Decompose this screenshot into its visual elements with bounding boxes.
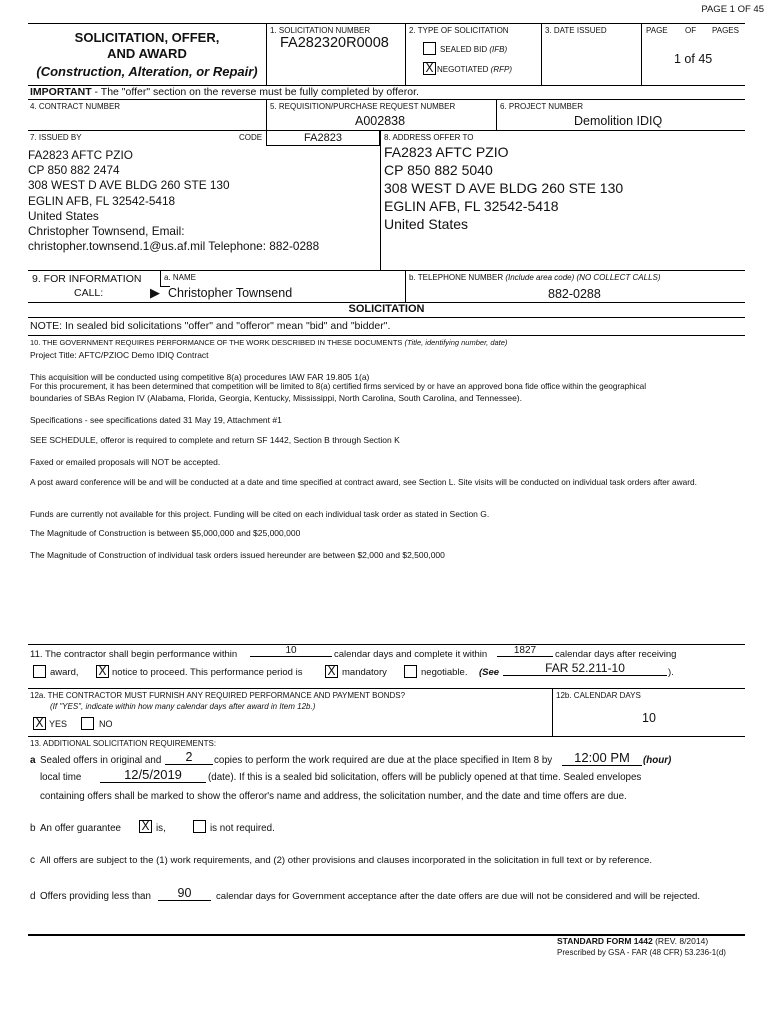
item13a-text1: Sealed offers in original and	[40, 755, 162, 766]
address-offer-line: EGLIN AFB, FL 32542-5418	[384, 198, 559, 214]
bid-note: NOTE: In sealed bid solicitations "offer" and "offeror" mean "bid" and "bidder".	[30, 320, 391, 332]
item10-text: For this procurement, it has been determined that competition will be limited to 8(a) certified firms serviced by or have an approved bona fide office within the geographical	[30, 382, 647, 391]
item13d-prefix: d	[30, 891, 36, 902]
negotiable-checkbox[interactable]	[404, 665, 417, 678]
of-label: OF	[685, 26, 697, 35]
solicitation-heading: SOLICITATION	[348, 303, 425, 315]
see-label: (See	[479, 667, 500, 678]
issued-by-line: United States	[28, 208, 99, 223]
item10-text: boundaries of SBAs Region IV (Alabama, Florida, Georgia, Kentucky, Mississippi, North Carolina, South Carolina, and Tennessee).	[30, 393, 522, 403]
important-notice: IMPORTANT - The "offer" section on the reverse must be fully completed by offeror.	[30, 86, 419, 98]
issued-by-line: christopher.townsend.1@us.af.mil Telephone: 882-0288	[28, 239, 320, 254]
sealed-bid-label: SEALED BID (IFB)	[440, 45, 508, 54]
notice-label: notice to proceed. This performance period is	[112, 667, 303, 678]
item10-label: 10. THE GOVERNMENT REQUIRES PERFORMANCE OF THE WORK DESCRIBED IN THESE DOCUMENTS (Title, identifying number, date)	[30, 338, 508, 347]
guarantee-not-checkbox[interactable]	[193, 820, 206, 833]
see-reference-field[interactable]: FAR 52.211-10	[503, 661, 667, 676]
item11-text3: calendar days after receiving	[555, 649, 677, 660]
yes-label: YES	[49, 719, 68, 729]
negotiated-label: NEGOTIATED (RFP)	[437, 65, 512, 74]
item12a-note: (If "YES", indicate within how many calendar days after award in Item 12b.)	[50, 702, 316, 711]
award-checkbox[interactable]	[33, 665, 46, 678]
item12b-label: 12b. CALENDAR DAYS	[556, 691, 641, 700]
item13c-text: All offers are subject to the (1) work requirements, and (2) other provisions and clauses incorporated in the solicitation in full text or by reference.	[40, 855, 652, 866]
issued-by-line: Christopher Townsend, Email:	[28, 224, 185, 239]
copies-field[interactable]: 2	[165, 750, 213, 765]
form-title-line3: (Construction, Alteration, or Repair)	[36, 64, 258, 79]
form-title-line2: AND AWARD	[107, 46, 187, 61]
notice-to-proceed-checkbox[interactable]: X	[96, 665, 109, 678]
acceptance-days-field[interactable]: 90	[158, 886, 211, 901]
guarantee-is-checkbox[interactable]: X	[139, 820, 152, 833]
project-number-label: 6. PROJECT NUMBER	[500, 102, 583, 111]
code-label: CODE	[239, 133, 263, 142]
item11-text2: calendar days and complete it within	[334, 649, 488, 660]
prescribed-by: Prescribed by GSA - FAR (48 CFR) 53.236-1(d)	[557, 948, 726, 957]
item10-text: This acquisition will be conducted using competitive 8(a) procedures IAW FAR 19.805 1(a)	[30, 372, 370, 382]
see-close: ).	[668, 667, 674, 678]
item13a-text4: containing offers shall be marked to show the offeror's name and address, the solicitation number, and the date and time offers are due.	[40, 791, 627, 802]
mandatory-checkbox[interactable]: X	[325, 665, 338, 678]
solicitation-number[interactable]: FA282320R0008	[280, 35, 389, 51]
item13b-text: An offer guarantee	[40, 823, 121, 834]
item10-text: Faxed or emailed proposals will NOT be accepted.	[30, 457, 221, 467]
bonds-yes-checkbox[interactable]: X	[33, 717, 46, 730]
item10-text: The Magnitude of Construction is between $5,000,000 and $25,000,000	[30, 528, 301, 538]
form-title-line1: SOLICITATION, OFFER,	[74, 30, 220, 45]
item13a-prefix: a	[30, 755, 36, 766]
item11-text1: 11. The contractor shall begin performance within	[30, 649, 238, 660]
item13c-prefix: c	[30, 855, 35, 866]
item10-text: Specifications - see specifications dated 31 May 19, Attachment #1	[30, 415, 282, 425]
date-issued-label: 3. DATE ISSUED	[545, 26, 607, 35]
pages-label: PAGES	[712, 26, 739, 35]
item10-text: Funds are currently not available for this project. Funding will be cited on each individual task order as stated in Section G.	[30, 509, 490, 519]
project-number[interactable]: Demolition IDIQ	[574, 114, 663, 128]
begin-days-field[interactable]: 10	[250, 645, 332, 657]
address-offer-block	[384, 143, 623, 233]
complete-days-field[interactable]: 1827	[497, 645, 553, 657]
form-name: STANDARD FORM 1442 (REV. 8/2014)	[557, 936, 709, 946]
info-phone-label: b. TELEPHONE NUMBER (Include area code) (NO COLLECT CALLS)	[409, 273, 661, 282]
local-time-label: local time	[40, 772, 82, 783]
guarantee-is-label: is,	[156, 823, 166, 834]
item10-text: A post award conference will be and will be conducted at a date and time specified at contract award, see Section L. Site visits will be conducted on individual task orders after award.	[30, 477, 697, 487]
item13d-text2: calendar days for Government acceptance after the date offers are due will not be considered and will be rejected.	[216, 891, 701, 902]
address-offer-line: FA2823 AFTC PZIO	[384, 144, 509, 160]
address-offer-label: 8. ADDRESS OFFER TO	[384, 133, 474, 142]
item13a-text3: (date). If this is a sealed bid solicitation, offers will be publicly opened at that time. Sealed envelopes	[208, 772, 642, 783]
requisition-label: 5. REQUISITION/PURCHASE REQUEST NUMBER	[270, 102, 456, 111]
info-name-value[interactable]: Christopher Townsend	[168, 286, 293, 300]
item13b-prefix: b	[30, 823, 36, 834]
negotiated-checkbox[interactable]: X	[423, 62, 436, 75]
contract-number-label: 4. CONTRACT NUMBER	[30, 102, 121, 111]
issued-by-line: EGLIN AFB, FL 32542-5418	[28, 193, 176, 208]
page-value: 1 of 45	[674, 52, 713, 66]
requisition-number[interactable]: A002838	[355, 114, 406, 128]
sealed-bid-checkbox[interactable]	[423, 42, 436, 55]
issued-by-line: FA2823 AFTC PZIO	[28, 148, 133, 162]
page-indicator: PAGE 1 OF 45	[701, 4, 764, 15]
item10-text: The Magnitude of Construction of individual task orders issued hereunder are between $2,000 and $2,500,000	[30, 550, 445, 560]
info-call-label: CALL:	[74, 287, 104, 299]
issued-by-line: CP 850 882 2474	[28, 163, 120, 178]
header-top-rule	[28, 23, 745, 24]
item13d-text1: Offers providing less than	[40, 891, 151, 902]
project-title: Project Title: AFTC/PZIOC Demo IDIQ Contract	[30, 350, 209, 360]
item13a-text2: copies to perform the work required are due at the place specified in Item 8 by	[214, 755, 553, 766]
due-time-field[interactable]: 12:00 PM	[562, 750, 642, 766]
item10-text: SEE SCHEDULE, offeror is required to complete and return SF 1442, Section B through Section K	[30, 435, 400, 445]
info-name-label: a. NAME	[164, 273, 197, 282]
bonds-no-checkbox[interactable]	[81, 717, 94, 730]
issued-by-label: 7. ISSUED BY	[30, 133, 82, 142]
guarantee-not-label: is not required.	[210, 823, 275, 834]
type-of-solicitation-label: 2. TYPE OF SOLICITATION	[409, 26, 509, 35]
address-offer-line: 308 WEST D AVE BLDG 260 STE 130	[384, 180, 624, 196]
hour-label: (hour)	[643, 755, 672, 766]
no-label: NO	[99, 719, 113, 729]
item12a-label: 12a. THE CONTRACTOR MUST FURNISH ANY REQUIRED PERFORMANCE AND PAYMENT BONDS?	[30, 691, 406, 700]
issued-by-line: 308 WEST D AVE BLDG 260 STE 130	[28, 178, 230, 193]
award-label: award,	[50, 667, 79, 678]
negotiable-label: negotiable.	[421, 667, 468, 678]
calendar-days-value[interactable]: 10	[642, 711, 656, 725]
page-label: PAGE	[646, 26, 668, 35]
info-label: 9. FOR INFORMATION	[32, 273, 142, 285]
item13-label: 13. ADDITIONAL SOLICITATION REQUIREMENTS:	[30, 739, 217, 748]
issued-by-code[interactable]: FA2823	[266, 130, 380, 146]
info-phone-value[interactable]: 882-0288	[548, 287, 601, 301]
pointer-arrow-icon: ▶	[150, 285, 160, 300]
address-offer-line: CP 850 882 5040	[384, 162, 493, 178]
mandatory-label: mandatory	[342, 667, 387, 678]
address-offer-line: United States	[384, 216, 469, 232]
solicitation-number-label: 1. SOLICITATION NUMBER	[270, 26, 371, 35]
issued-by-address	[28, 148, 319, 254]
due-date-field[interactable]: 12/5/2019	[100, 767, 206, 783]
